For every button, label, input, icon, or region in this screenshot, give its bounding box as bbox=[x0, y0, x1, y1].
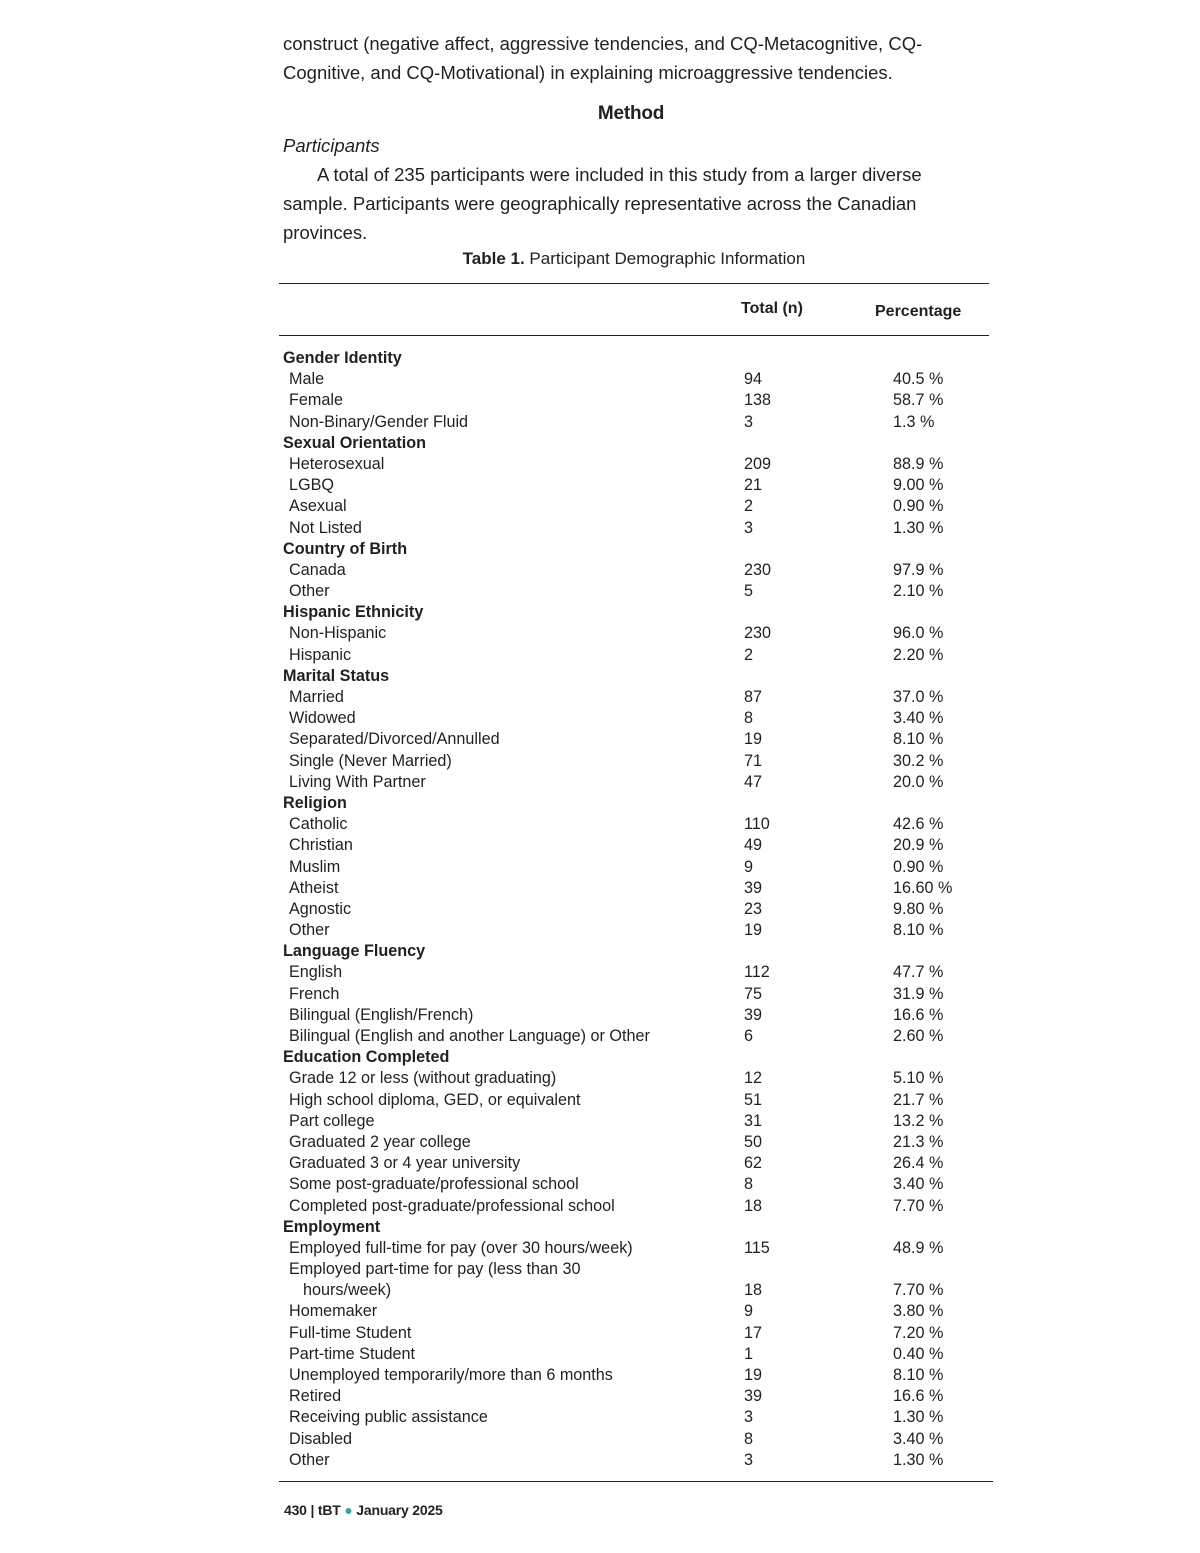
table-row bbox=[283, 1026, 983, 1047]
table-row bbox=[283, 1068, 983, 1089]
row-label: Completed post-graduate/professional school bbox=[289, 1196, 615, 1215]
percentage-cell: 13.2 % bbox=[893, 1111, 944, 1130]
percentage-cell: 5.10 % bbox=[893, 1069, 944, 1088]
row-label: Widowed bbox=[289, 709, 356, 728]
percentage-cell: 40.5 % bbox=[893, 370, 944, 389]
percentage-cell: 7.70 % bbox=[893, 1281, 944, 1300]
percentage-cell: 3.40 % bbox=[893, 709, 944, 728]
row-label: hours/week) bbox=[303, 1281, 392, 1300]
table-row bbox=[283, 1323, 983, 1344]
table-row bbox=[283, 645, 983, 666]
row-label: Full-time Student bbox=[289, 1323, 412, 1342]
row-label: Living With Partner bbox=[289, 772, 426, 791]
participants-text: A total of 235 participants were included in this study from a larger diverse sample. Participants were geographically representative across the Canadian provinces. bbox=[283, 164, 922, 243]
table-row bbox=[283, 1280, 983, 1301]
row-label: Christian bbox=[289, 836, 353, 855]
row-label: Retired bbox=[289, 1387, 342, 1406]
row-label: Non-Hispanic bbox=[289, 624, 387, 643]
percentage-cell: 9.80 % bbox=[893, 899, 944, 918]
total-cell: 47 bbox=[744, 772, 763, 791]
table-row bbox=[283, 1407, 983, 1428]
percentage-cell: 7.20 % bbox=[893, 1323, 944, 1342]
percentage-cell: 47.7 % bbox=[893, 963, 944, 982]
table-row bbox=[283, 1005, 983, 1026]
footer-separator: | bbox=[310, 1502, 315, 1518]
table-caption bbox=[279, 249, 989, 269]
row-label: Employed part-time for pay (less than 30 bbox=[289, 1260, 581, 1279]
percentage-cell: 3.40 % bbox=[893, 1429, 944, 1448]
table-row bbox=[283, 857, 983, 878]
total-cell: 23 bbox=[744, 899, 763, 918]
total-cell: 1 bbox=[744, 1344, 754, 1363]
total-cell: 17 bbox=[744, 1323, 763, 1342]
table-row bbox=[283, 1386, 983, 1407]
subsection-heading: Participants bbox=[283, 135, 380, 156]
percentage-cell: 2.60 % bbox=[893, 1027, 944, 1045]
table-row bbox=[283, 878, 983, 899]
percentage-cell: 8.10 % bbox=[893, 730, 944, 749]
row-label: English bbox=[289, 963, 343, 982]
total-cell: 3 bbox=[744, 412, 754, 431]
total-cell: 9 bbox=[744, 1302, 754, 1321]
table-row bbox=[283, 1196, 983, 1217]
total-cell: 110 bbox=[744, 815, 770, 834]
row-label: Heterosexual bbox=[289, 454, 385, 473]
row-label: Other bbox=[289, 582, 330, 601]
row-label: Other bbox=[289, 921, 330, 940]
total-cell: 6 bbox=[744, 1027, 754, 1045]
total-cell: 2 bbox=[744, 497, 754, 516]
percentage-cell: 48.9 % bbox=[893, 1238, 944, 1257]
percentage-cell: 1.30 % bbox=[893, 1450, 944, 1469]
total-cell: 21 bbox=[744, 476, 763, 495]
percentage-cell: 2.10 % bbox=[893, 582, 944, 601]
percentage-cell: 16.60 % bbox=[893, 878, 953, 897]
row-label: LGBQ bbox=[289, 476, 334, 495]
table-row bbox=[283, 1344, 983, 1365]
category-label: Education Completed bbox=[283, 1048, 450, 1067]
percentage-cell: 20.0 % bbox=[893, 772, 944, 791]
table-row bbox=[283, 835, 983, 856]
table-category-row bbox=[283, 1217, 983, 1238]
row-label: Bilingual (English/French) bbox=[289, 1005, 474, 1024]
percentage-cell: 2.20 % bbox=[893, 645, 944, 664]
table-row bbox=[283, 687, 983, 708]
table-row bbox=[283, 899, 983, 920]
section-heading: Method bbox=[597, 103, 665, 124]
total-cell: 112 bbox=[744, 963, 770, 982]
row-label: Employed full-time for pay (over 30 hours/week) bbox=[289, 1238, 633, 1257]
row-label: Single (Never Married) bbox=[289, 751, 452, 770]
percentage-cell: 1.3 % bbox=[893, 412, 935, 431]
table-row bbox=[283, 518, 983, 539]
table-row bbox=[283, 1259, 983, 1280]
table-bottom-rule bbox=[279, 1481, 993, 1482]
bullet-icon: ● bbox=[344, 1502, 353, 1518]
row-label: Hispanic bbox=[289, 645, 352, 664]
percentage-cell: 97.9 % bbox=[893, 560, 944, 579]
row-label: Asexual bbox=[289, 497, 347, 516]
percentage-cell: 1.30 % bbox=[893, 1408, 944, 1427]
row-label: Other bbox=[289, 1450, 330, 1469]
row-label: Non-Binary/Gender Fluid bbox=[289, 412, 469, 431]
row-label: Bilingual (English and another Language) or Other bbox=[289, 1027, 650, 1045]
category-label: Language Fluency bbox=[283, 942, 426, 961]
table-category-row bbox=[283, 539, 983, 560]
row-label: Graduated 3 or 4 year university bbox=[289, 1154, 521, 1173]
total-cell: 71 bbox=[744, 751, 763, 770]
table-category-row bbox=[283, 666, 983, 687]
total-cell: 8 bbox=[744, 1175, 754, 1194]
table-caption-title: Participant Demographic Information bbox=[524, 249, 806, 268]
table-row bbox=[283, 412, 983, 433]
row-label: High school diploma, GED, or equivalent bbox=[289, 1090, 581, 1109]
row-label: Part college bbox=[289, 1111, 375, 1130]
row-label: Agnostic bbox=[289, 899, 352, 918]
percentage-cell: 9.00 % bbox=[893, 476, 944, 495]
row-label: Married bbox=[289, 688, 344, 706]
row-label: Atheist bbox=[289, 878, 339, 897]
table-category-row bbox=[283, 602, 983, 623]
page-footer bbox=[284, 1502, 443, 1518]
total-cell: 51 bbox=[744, 1090, 763, 1109]
total-cell: 3 bbox=[744, 1408, 754, 1427]
table-row bbox=[283, 1111, 983, 1132]
table-row bbox=[283, 623, 983, 644]
row-label: Homemaker bbox=[289, 1302, 378, 1321]
category-label: Employment bbox=[283, 1217, 381, 1236]
table-row bbox=[283, 984, 983, 1005]
row-label: Receiving public assistance bbox=[289, 1408, 488, 1427]
column-header-percentage: Percentage bbox=[875, 303, 962, 320]
table-row bbox=[283, 729, 983, 750]
table-row bbox=[283, 1429, 983, 1450]
category-label: Country of Birth bbox=[283, 539, 408, 558]
percentage-cell: 8.10 % bbox=[893, 1366, 944, 1384]
table-category-row bbox=[283, 433, 983, 454]
percentage-cell: 31.9 % bbox=[893, 984, 944, 1003]
total-cell: 75 bbox=[744, 984, 763, 1003]
percentage-cell: 8.10 % bbox=[893, 921, 944, 940]
total-cell: 87 bbox=[744, 688, 763, 706]
row-label: Catholic bbox=[289, 815, 348, 834]
category-label: Religion bbox=[283, 793, 347, 812]
table-row bbox=[283, 496, 983, 517]
total-cell: 94 bbox=[744, 370, 763, 389]
table-category-row bbox=[283, 793, 983, 814]
table-body bbox=[283, 348, 983, 1471]
total-cell: 8 bbox=[744, 709, 754, 728]
total-cell: 12 bbox=[744, 1069, 763, 1088]
table-row bbox=[283, 1238, 983, 1259]
body-paragraph: construct (negative affect, aggressive tendencies, and CQ-Metacognitive, CQ-Cognitive, and CQ-Motivational) in explaining microaggressive tendencies. bbox=[283, 33, 923, 83]
table-row bbox=[283, 1174, 983, 1195]
percentage-cell: 20.9 % bbox=[893, 836, 944, 855]
table-row bbox=[283, 475, 983, 496]
percentage-cell: 16.6 % bbox=[893, 1387, 944, 1406]
total-cell: 230 bbox=[744, 560, 772, 579]
row-label: Unemployed temporarily/more than 6 months bbox=[289, 1366, 613, 1384]
total-cell: 18 bbox=[744, 1281, 763, 1300]
table-row bbox=[283, 1153, 983, 1174]
total-cell: 19 bbox=[744, 730, 763, 749]
table-row bbox=[283, 920, 983, 941]
table-header-rule bbox=[279, 335, 989, 336]
total-cell: 3 bbox=[744, 518, 754, 537]
total-cell: 31 bbox=[744, 1111, 763, 1130]
percentage-cell: 30.2 % bbox=[893, 751, 944, 770]
percentage-cell: 3.40 % bbox=[893, 1175, 944, 1194]
total-cell: 3 bbox=[744, 1450, 754, 1469]
category-label: Gender Identity bbox=[283, 349, 402, 367]
table-row bbox=[283, 772, 983, 793]
row-label: Canada bbox=[289, 560, 346, 579]
row-label: Disabled bbox=[289, 1429, 352, 1448]
total-cell: 209 bbox=[744, 454, 772, 473]
table-category-row bbox=[283, 1047, 983, 1068]
total-cell: 230 bbox=[744, 624, 772, 643]
table-row bbox=[283, 1365, 983, 1386]
table-caption-label: Table 1. bbox=[462, 249, 525, 268]
percentage-cell: 26.4 % bbox=[893, 1154, 944, 1173]
total-cell: 138 bbox=[744, 391, 772, 410]
percentage-cell: 0.40 % bbox=[893, 1344, 944, 1363]
table-top-rule bbox=[279, 283, 989, 284]
total-cell: 39 bbox=[744, 1387, 763, 1406]
total-cell: 50 bbox=[744, 1132, 763, 1151]
percentage-cell: 1.30 % bbox=[893, 518, 944, 537]
total-cell: 5 bbox=[744, 582, 754, 601]
table-row bbox=[283, 1090, 983, 1111]
table-row bbox=[283, 390, 983, 411]
percentage-cell: 0.90 % bbox=[893, 497, 944, 516]
percentage-cell: 3.80 % bbox=[893, 1302, 944, 1321]
percentage-cell: 16.6 % bbox=[893, 1005, 944, 1024]
row-label: Grade 12 or less (without graduating) bbox=[289, 1069, 557, 1088]
total-cell: 39 bbox=[744, 1005, 763, 1024]
total-cell: 19 bbox=[744, 921, 763, 940]
issue-date: January 2025 bbox=[356, 1502, 443, 1518]
table-row bbox=[283, 751, 983, 772]
total-cell: 62 bbox=[744, 1154, 763, 1173]
row-label: Not Listed bbox=[289, 518, 362, 537]
percentage-cell: 21.7 % bbox=[893, 1090, 944, 1109]
table-row bbox=[283, 1450, 983, 1471]
total-cell: 39 bbox=[744, 878, 763, 897]
total-cell: 115 bbox=[744, 1238, 770, 1257]
category-label: Hispanic Ethnicity bbox=[283, 603, 424, 622]
row-label: Graduated 2 year college bbox=[289, 1132, 471, 1151]
total-cell: 2 bbox=[744, 645, 754, 664]
percentage-cell: 88.9 % bbox=[893, 454, 944, 473]
total-cell: 19 bbox=[744, 1366, 763, 1384]
percentage-cell: 42.6 % bbox=[893, 815, 944, 834]
table-row bbox=[283, 814, 983, 835]
percentage-cell: 96.0 % bbox=[893, 624, 944, 643]
table-row bbox=[283, 708, 983, 729]
table-row bbox=[283, 454, 983, 475]
table-row bbox=[283, 581, 983, 602]
table-category-row bbox=[283, 348, 983, 369]
percentage-cell: 7.70 % bbox=[893, 1196, 944, 1215]
row-label: Muslim bbox=[289, 857, 341, 876]
percentage-cell: 37.0 % bbox=[893, 688, 944, 706]
category-label: Sexual Orientation bbox=[283, 433, 427, 452]
table-row bbox=[283, 1301, 983, 1322]
total-cell: 8 bbox=[744, 1429, 754, 1448]
total-cell: 18 bbox=[744, 1196, 763, 1215]
row-label: Male bbox=[289, 370, 325, 389]
category-label: Marital Status bbox=[283, 666, 390, 685]
row-label: French bbox=[289, 984, 340, 1003]
row-label: Female bbox=[289, 391, 343, 410]
column-header-total: Total (n) bbox=[741, 300, 803, 317]
table-row bbox=[283, 1132, 983, 1153]
page-number: 430 bbox=[284, 1502, 307, 1518]
table-row bbox=[283, 369, 983, 390]
journal-name: tBT bbox=[317, 1502, 341, 1518]
total-cell: 49 bbox=[744, 836, 763, 855]
row-label: Some post-graduate/professional school bbox=[289, 1175, 579, 1194]
percentage-cell: 21.3 % bbox=[893, 1132, 944, 1151]
table-category-row bbox=[283, 941, 983, 962]
row-label: Separated/Divorced/Annulled bbox=[289, 730, 500, 749]
percentage-cell: 0.90 % bbox=[893, 857, 944, 876]
table-row bbox=[283, 962, 983, 983]
total-cell: 9 bbox=[744, 857, 754, 876]
table-row bbox=[283, 560, 983, 581]
body-paragraph-participants bbox=[283, 160, 983, 247]
percentage-cell: 58.7 % bbox=[893, 391, 944, 410]
row-label: Part-time Student bbox=[289, 1344, 415, 1363]
